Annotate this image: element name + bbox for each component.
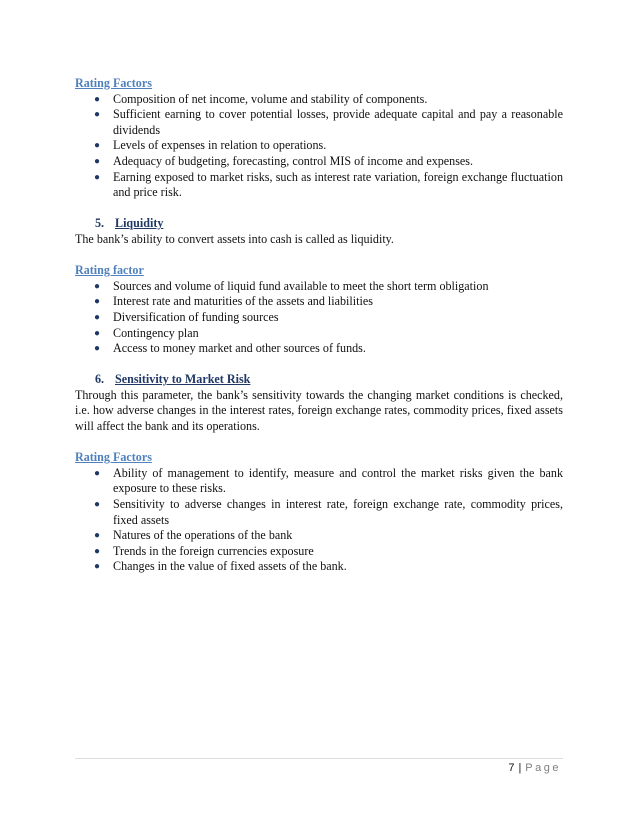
section-heading-rating-factor: Rating factor [75,263,144,278]
list-item: ● Earning exposed to market risks, such as interest rate variation, foreign exchange fluctuation and price risk. [94,169,563,200]
section-heading-rating-factors: Rating Factors [75,76,152,90]
footer-separator: | [518,762,523,774]
list-item: ● Natures of the operations of the bank [94,528,293,543]
list-item: ● Sufficient earning to cover potential losses, provide adequate capital and pay a reasonable dividends [94,107,563,137]
bullet-icon: ● [94,155,101,167]
bullet-list-market-risk [75,466,563,575]
list-item: ● Adequacy of budgeting, forecasting, control MIS of income and expenses. [94,153,474,168]
bullet-icon: ● [94,530,101,542]
list-item: ● Diversification of funding sources [94,309,279,324]
section-heading-rating-factors-2: Rating Factors [75,450,152,465]
bullet-icon: ● [94,93,101,105]
list-item: ● Interest rate and maturities of the assets and liabilities [94,294,373,309]
list-item: ● Levels of expenses in relation to operations. [94,138,327,153]
list-item: ● Ability of management to identify, measure and control the market risks given the bank exposure to these risks. [94,465,563,496]
page-number: 7 [508,762,516,774]
bullet-icon: ● [94,171,101,183]
list-item: ● Composition of net income, volume and stability of components. [94,91,428,106]
document-page [75,76,563,575]
footer-divider [75,758,563,759]
paragraph-liquidity: The bank’s ability to convert assets into cash is called as liquidity. [75,231,394,246]
bullet-icon: ● [94,296,101,308]
bullet-icon: ● [94,109,101,121]
bullet-icon: ● [94,343,101,355]
bullet-list-liquidity [75,279,563,357]
paragraph-sensitivity: Through this parameter, the bank’s sensitivity towards the changing market conditions is checked, i.e. how adverse changes in the interest rates, foreign exchange rates, commodity prices, fixed assets will affect the bank and its operations. [75,387,563,434]
bullet-icon: ● [94,140,101,152]
list-item: ● Contingency plan [94,325,199,340]
bullet-icon: ● [94,545,101,557]
section-heading-liquidity: 5. Liquidity [95,216,164,231]
list-item: ● Sensitivity to adverse changes in interest rate, foreign exchange rate, commodity prices, fixed assets [94,497,563,527]
bullet-icon: ● [94,499,101,511]
list-item: ● Access to money market and other sources of funds. [94,341,366,356]
list-item: ● Changes in the value of fixed assets of the bank. [94,559,347,574]
bullet-icon: ● [94,467,101,479]
bullet-icon: ● [94,311,101,323]
bullet-icon: ● [94,327,101,339]
list-item: ● Trends in the foreign currencies exposure [94,543,314,558]
bullet-list-earnings [75,92,563,201]
bullet-icon: ● [94,280,101,292]
list-item: ● Sources and volume of liquid fund available to meet the short term obligation [94,278,489,293]
page-footer [508,762,561,774]
section-heading-sensitivity: 6. Sensitivity to Market Risk [95,372,251,387]
page-label: Page [525,762,561,774]
bullet-icon: ● [94,561,101,573]
